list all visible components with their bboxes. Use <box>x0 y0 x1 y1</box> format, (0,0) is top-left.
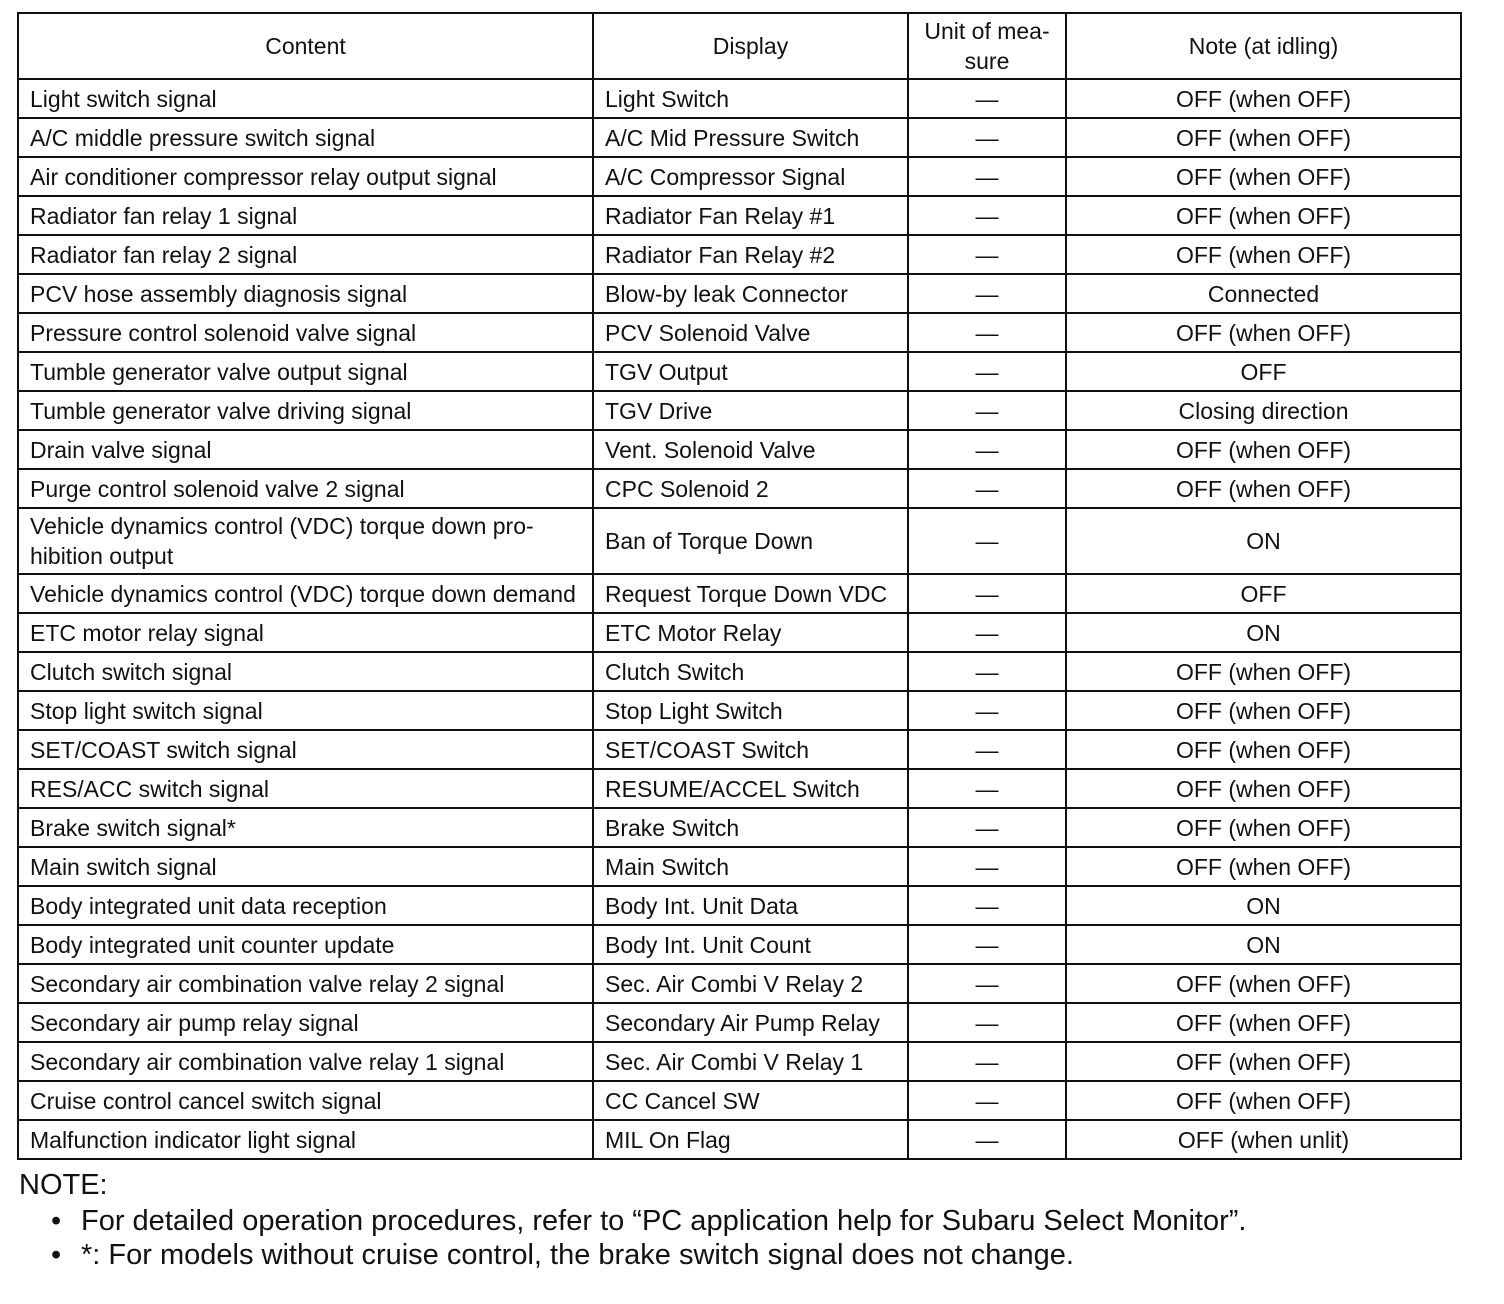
table-row <box>18 886 1461 925</box>
cell-unit: — <box>908 730 1066 769</box>
cell-note: OFF (when OFF) <box>1066 769 1461 808</box>
cell-unit: — <box>908 352 1066 391</box>
cell-unit: — <box>908 847 1066 886</box>
cell-content: Malfunction indicator light signal <box>18 1120 593 1159</box>
cell-unit: — <box>908 274 1066 313</box>
cell-note: OFF (when OFF) <box>1066 847 1461 886</box>
cell-display: Sec. Air Combi V Relay 2 <box>593 964 908 1003</box>
table-row <box>18 730 1461 769</box>
table-row <box>18 157 1461 196</box>
cell-note: OFF (when OFF) <box>1066 430 1461 469</box>
cell-note: Closing direction <box>1066 391 1461 430</box>
cell-unit: — <box>908 574 1066 613</box>
cell-content: ETC motor relay signal <box>18 613 593 652</box>
header-display: Display <box>593 13 908 79</box>
cell-content: Tumble generator valve output signal <box>18 352 593 391</box>
table-row <box>18 925 1461 964</box>
cell-note: OFF (when OFF) <box>1066 235 1461 274</box>
cell-note: ON <box>1066 613 1461 652</box>
cell-display: RESUME/ACCEL Switch <box>593 769 908 808</box>
table-row <box>18 691 1461 730</box>
cell-display: TGV Output <box>593 352 908 391</box>
cell-note: OFF (when OFF) <box>1066 1081 1461 1120</box>
cell-display: Light Switch <box>593 79 908 118</box>
cell-display: Stop Light Switch <box>593 691 908 730</box>
cell-display: Blow-by leak Connector <box>593 274 908 313</box>
cell-unit: — <box>908 925 1066 964</box>
note-item-text: *: For models without cruise control, the brake switch signal does not change. <box>81 1239 1074 1271</box>
cell-content: Brake switch signal* <box>18 808 593 847</box>
table-row <box>18 808 1461 847</box>
bullet-icon: • <box>51 1239 62 1271</box>
cell-display: Brake Switch <box>593 808 908 847</box>
table-row <box>18 79 1461 118</box>
cell-note: ON <box>1066 925 1461 964</box>
note-section <box>17 1168 1460 1272</box>
cell-display: A/C Compressor Signal <box>593 157 908 196</box>
cell-content: Secondary air pump relay signal <box>18 1003 593 1042</box>
cell-content: Secondary air combination valve relay 1 signal <box>18 1042 593 1081</box>
cell-unit: — <box>908 691 1066 730</box>
note-item <box>51 1238 1460 1272</box>
cell-unit: — <box>908 613 1066 652</box>
cell-unit: — <box>908 508 1066 574</box>
cell-note: OFF (when OFF) <box>1066 691 1461 730</box>
cell-unit: — <box>908 157 1066 196</box>
header-unit-line1: Unit of mea- <box>924 18 1050 44</box>
cell-display: TGV Drive <box>593 391 908 430</box>
cell-note: OFF (when OFF) <box>1066 196 1461 235</box>
table-row <box>18 847 1461 886</box>
cell-display: Body Int. Unit Data <box>593 886 908 925</box>
cell-note: OFF <box>1066 352 1461 391</box>
cell-unit: — <box>908 391 1066 430</box>
table-row <box>18 469 1461 508</box>
cell-unit: — <box>908 235 1066 274</box>
cell-display: A/C Mid Pressure Switch <box>593 118 908 157</box>
table-row <box>18 1081 1461 1120</box>
table-header-row <box>18 13 1461 79</box>
cell-note: OFF (when OFF) <box>1066 313 1461 352</box>
table-row <box>18 274 1461 313</box>
cell-unit: — <box>908 469 1066 508</box>
cell-content: SET/COAST switch signal <box>18 730 593 769</box>
cell-note: OFF <box>1066 574 1461 613</box>
table-row <box>18 430 1461 469</box>
table-row <box>18 196 1461 235</box>
cell-note: OFF (when OFF) <box>1066 1003 1461 1042</box>
cell-note: OFF (when OFF) <box>1066 469 1461 508</box>
table-row <box>18 391 1461 430</box>
table-body <box>18 79 1461 1159</box>
cell-unit: — <box>908 79 1066 118</box>
table-row <box>18 1042 1461 1081</box>
cell-content: RES/ACC switch signal <box>18 769 593 808</box>
cell-content: Clutch switch signal <box>18 652 593 691</box>
cell-note: OFF (when OFF) <box>1066 964 1461 1003</box>
header-content: Content <box>18 13 593 79</box>
table-row <box>18 613 1461 652</box>
cell-content: PCV hose assembly diagnosis signal <box>18 274 593 313</box>
cell-display: Secondary Air Pump Relay <box>593 1003 908 1042</box>
cell-display: CC Cancel SW <box>593 1081 908 1120</box>
cell-unit: — <box>908 313 1066 352</box>
cell-note: OFF (when OFF) <box>1066 1042 1461 1081</box>
cell-unit: — <box>908 808 1066 847</box>
cell-note: ON <box>1066 508 1461 574</box>
cell-display: Request Torque Down VDC <box>593 574 908 613</box>
cell-unit: — <box>908 1081 1066 1120</box>
cell-display: SET/COAST Switch <box>593 730 908 769</box>
cell-note: OFF (when OFF) <box>1066 652 1461 691</box>
header-unit-line2: sure <box>964 48 1010 74</box>
cell-content: Tumble generator valve driving signal <box>18 391 593 430</box>
cell-note: OFF (when OFF) <box>1066 157 1461 196</box>
cell-unit: — <box>908 1042 1066 1081</box>
cell-content: Radiator fan relay 2 signal <box>18 235 593 274</box>
cell-content: Body integrated unit counter update <box>18 925 593 964</box>
table-row <box>18 508 1461 574</box>
cell-content: Cruise control cancel switch signal <box>18 1081 593 1120</box>
cell-display: MIL On Flag <box>593 1120 908 1159</box>
cell-note: ON <box>1066 886 1461 925</box>
cell-note: OFF (when OFF) <box>1066 730 1461 769</box>
cell-content: Main switch signal <box>18 847 593 886</box>
note-item <box>51 1204 1460 1238</box>
cell-content: Purge control solenoid valve 2 signal <box>18 469 593 508</box>
cell-content: Body integrated unit data reception <box>18 886 593 925</box>
table-row <box>18 964 1461 1003</box>
cell-display: PCV Solenoid Valve <box>593 313 908 352</box>
table-row <box>18 574 1461 613</box>
table-row <box>18 1120 1461 1159</box>
note-list <box>17 1204 1460 1272</box>
cell-content: Air conditioner compressor relay output signal <box>18 157 593 196</box>
document-page <box>17 12 1460 1272</box>
cell-content: A/C middle pressure switch signal <box>18 118 593 157</box>
table-row <box>18 118 1461 157</box>
cell-unit: — <box>908 886 1066 925</box>
cell-display: Sec. Air Combi V Relay 1 <box>593 1042 908 1081</box>
cell-display: Clutch Switch <box>593 652 908 691</box>
cell-content: Light switch signal <box>18 79 593 118</box>
cell-unit: — <box>908 430 1066 469</box>
table-row <box>18 652 1461 691</box>
cell-display: Body Int. Unit Count <box>593 925 908 964</box>
cell-unit: — <box>908 1003 1066 1042</box>
cell-content: Stop light switch signal <box>18 691 593 730</box>
table-row <box>18 313 1461 352</box>
cell-content: Vehicle dynamics control (VDC) torque down pro-hibition output <box>18 508 593 574</box>
note-item-text: For detailed operation procedures, refer to “PC application help for Subaru Select Monitor”. <box>81 1205 1247 1237</box>
table-row <box>18 352 1461 391</box>
cell-display: ETC Motor Relay <box>593 613 908 652</box>
select-monitor-data-table <box>17 12 1462 1160</box>
cell-display: Radiator Fan Relay #2 <box>593 235 908 274</box>
cell-content: Pressure control solenoid valve signal <box>18 313 593 352</box>
cell-unit: — <box>908 964 1066 1003</box>
cell-content: Drain valve signal <box>18 430 593 469</box>
cell-display: CPC Solenoid 2 <box>593 469 908 508</box>
cell-display: Radiator Fan Relay #1 <box>593 196 908 235</box>
header-note: Note (at idling) <box>1066 13 1461 79</box>
cell-unit: — <box>908 1120 1066 1159</box>
cell-note: OFF (when unlit) <box>1066 1120 1461 1159</box>
cell-note: Connected <box>1066 274 1461 313</box>
cell-note: OFF (when OFF) <box>1066 79 1461 118</box>
cell-unit: — <box>908 652 1066 691</box>
cell-content: Radiator fan relay 1 signal <box>18 196 593 235</box>
cell-note: OFF (when OFF) <box>1066 118 1461 157</box>
table-row <box>18 769 1461 808</box>
note-heading: NOTE: <box>19 1169 108 1201</box>
header-unit <box>908 13 1066 79</box>
cell-note: OFF (when OFF) <box>1066 808 1461 847</box>
cell-unit: — <box>908 769 1066 808</box>
cell-display: Ban of Torque Down <box>593 508 908 574</box>
cell-content: Vehicle dynamics control (VDC) torque down demand <box>18 574 593 613</box>
cell-display: Main Switch <box>593 847 908 886</box>
cell-unit: — <box>908 118 1066 157</box>
bullet-icon: • <box>51 1205 62 1237</box>
table-row <box>18 1003 1461 1042</box>
cell-display: Vent. Solenoid Valve <box>593 430 908 469</box>
cell-unit: — <box>908 196 1066 235</box>
cell-content: Secondary air combination valve relay 2 signal <box>18 964 593 1003</box>
table-row <box>18 235 1461 274</box>
